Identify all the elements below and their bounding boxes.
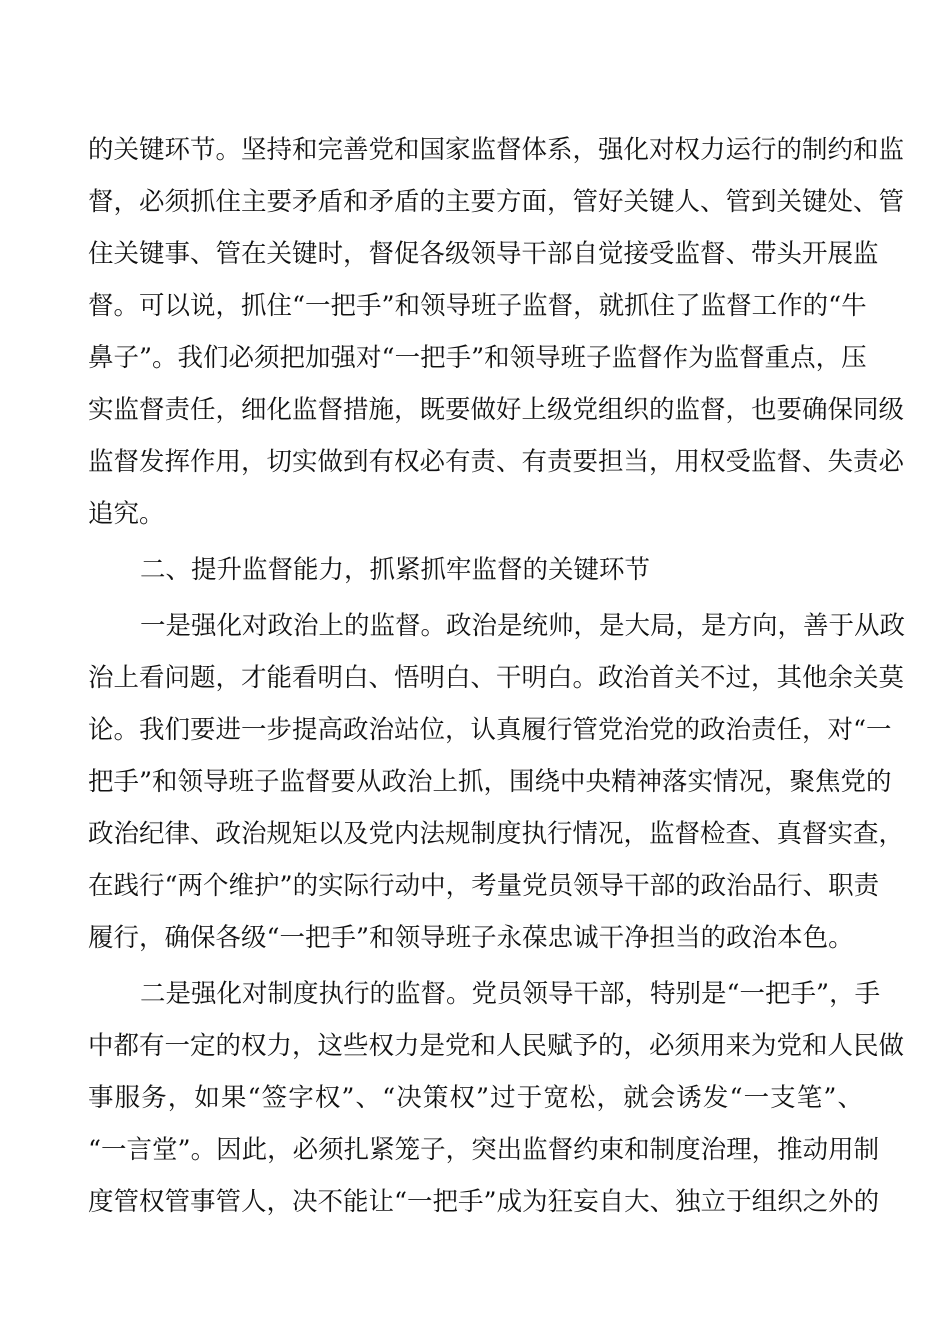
paragraph-line: 政治纪律、政治规矩以及党内法规制度执行情况，监督检查、真督实查， [88, 819, 905, 849]
paragraph-line: 度管权管事管人，决不能让“一把手”成为狂妄自大、独立于组织之外的 [88, 1187, 880, 1217]
paragraph-line: 中都有一定的权力，这些权力是党和人民赋予的，必须用来为党和人民做 [88, 1031, 905, 1061]
paragraph-line: 住关键事、管在关键时，督促各级领导干部自觉接受监督、带头开展监 [88, 239, 879, 269]
paragraph-line: 履行，确保各级“一把手”和领导班子永葆忠诚干净担当的政治本色。 [88, 923, 854, 953]
paragraph-line: 治上看问题，才能看明白、悟明白、干明白。政治首关不过，其他余关莫 [88, 663, 905, 693]
paragraph-line: 事服务，如果“签字权”、“决策权”过于宽松，就会诱发“一支笔”、 [88, 1083, 863, 1113]
section-heading: 二、提升监督能力，抓紧抓牢监督的关键环节 [140, 555, 651, 585]
paragraph-line: 在践行“两个维护”的实际行动中，考量党员领导干部的政治品行、职责 [88, 871, 880, 901]
paragraph-line: 追究。 [88, 499, 165, 529]
paragraph-line: 把手”和领导班子监督要从政治上抓，围绕中央精神落实情况，聚焦党的 [88, 767, 892, 797]
paragraph-line: 督，必须抓住主要矛盾和矛盾的主要方面，管好关键人、管到关键处、管 [88, 187, 905, 217]
paragraph-line: “一言堂”。因此，必须扎紧笼子，突出监督约束和制度治理，推动用制 [88, 1135, 880, 1165]
paragraph-line: 督。可以说，抓住“一把手”和领导班子监督，就抓住了监督工作的“牛 [88, 291, 867, 321]
paragraph-line: 鼻子”。我们必须把加强对“一把手”和领导班子监督作为监督重点，压 [88, 343, 867, 373]
paragraph-line: 一是强化对政治上的监督。政治是统帅，是大局，是方向，善于从政 [140, 611, 906, 641]
paragraph-line: 二是强化对制度执行的监督。党员领导干部，特别是“一把手”，手 [140, 979, 881, 1009]
paragraph-line: 监督发挥作用，切实做到有权必有责、有责要担当，用权受监督、失责必 [88, 447, 905, 477]
paragraph-line: 论。我们要进一步提高政治站位，认真履行管党治党的政治责任，对“一 [88, 715, 892, 745]
paragraph-line: 的关键环节。坚持和完善党和国家监督体系，强化对权力运行的制约和监 [88, 135, 905, 165]
paragraph-line: 实监督责任，细化监督措施，既要做好上级党组织的监督，也要确保同级 [88, 395, 905, 425]
